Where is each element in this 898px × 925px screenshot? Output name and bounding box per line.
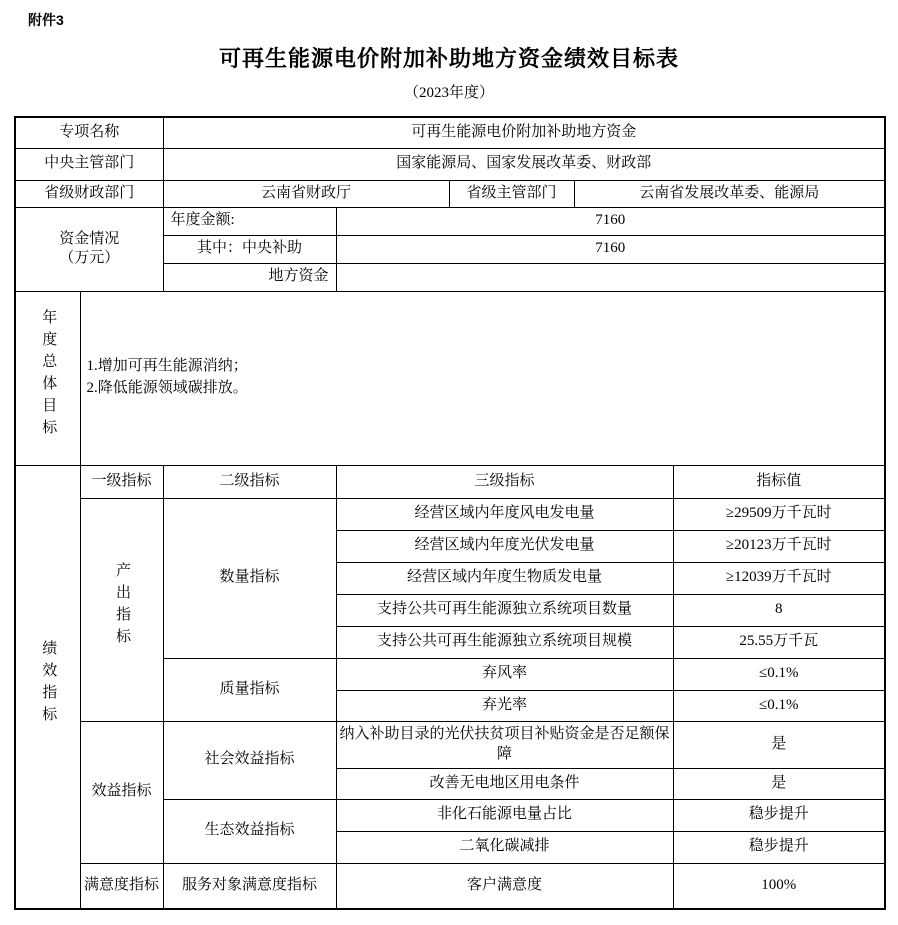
project-name-label: 专项名称 — [15, 117, 163, 148]
indicator-name: 改善无电地区用电条件 — [336, 768, 673, 799]
funding-label-line1: 资金情况 — [59, 230, 120, 247]
indicator-name: 弃光率 — [336, 690, 673, 721]
indicator-value: 是 — [673, 768, 885, 799]
provincial-finance-value: 云南省财政厅 — [163, 180, 449, 207]
group-satisfaction-indicator: 满意度指标 — [80, 863, 163, 909]
table-row — [15, 180, 885, 207]
indicator-name: 非化石能源电量占比 — [336, 799, 673, 831]
indicator-value: ≤0.1% — [673, 658, 885, 690]
indicator-value: ≥12039万千瓦时 — [673, 562, 885, 594]
annual-amount-value: 7160 — [336, 207, 885, 235]
page-subtitle: （2023年度） — [403, 85, 494, 101]
header-level1: 一级指标 — [80, 465, 163, 498]
group-output-text: 产出指标 — [114, 562, 130, 651]
performance-indicator-side-label — [15, 465, 80, 909]
page-title: 可再生能源电价附加补助地方资金绩效目标表 — [218, 46, 679, 71]
indicator-name: 弃风率 — [336, 658, 673, 690]
attachment-label: 附件3 — [28, 12, 64, 28]
central-subsidy-label: 其中：中央补助 — [163, 235, 336, 263]
central-subsidy-value: 7160 — [336, 235, 885, 263]
indicator-name: 经营区域内年度风电发电量 — [336, 498, 673, 530]
header-value: 指标值 — [673, 465, 885, 498]
group-benefit-indicator: 效益指标 — [80, 721, 163, 863]
indicator-value: 稳步提升 — [673, 799, 885, 831]
sub-eco-indicator: 生态效益指标 — [163, 799, 336, 863]
indicator-value: ≥20123万千瓦时 — [673, 530, 885, 562]
table-row — [15, 465, 885, 498]
provincial-finance-label: 省级财政部门 — [15, 180, 163, 207]
table-row — [15, 721, 885, 768]
indicator-name: 支持公共可再生能源独立系统项目数量 — [336, 594, 673, 626]
indicator-name: 支持公共可再生能源独立系统项目规模 — [336, 626, 673, 658]
indicator-value: 25.55万千瓦 — [673, 626, 885, 658]
funding-label-line2: （万元） — [59, 250, 120, 266]
indicator-name: 纳入补助目录的光伏扶贫项目补贴资金是否足额保障 — [336, 721, 673, 768]
sub-social-indicator: 社会效益指标 — [163, 721, 336, 799]
header-level3: 三级指标 — [336, 465, 673, 498]
provincial-dept-label: 省级主管部门 — [449, 180, 574, 207]
project-name-value: 可再生能源电价附加补助地方资金 — [163, 117, 885, 148]
funding-section-label — [15, 207, 163, 291]
sub-service-indicator: 服务对象满意度指标 — [163, 863, 336, 909]
sub-quality-indicator: 质量指标 — [163, 658, 336, 721]
annual-goal-line2: 2.降低能源领域碳排放。 — [86, 380, 248, 396]
performance-target-table — [14, 116, 886, 910]
indicator-value: ≤0.1% — [673, 690, 885, 721]
header-level2: 二级指标 — [163, 465, 336, 498]
group-output-indicator — [80, 498, 163, 721]
provincial-dept-value: 云南省发展改革委、能源局 — [574, 180, 885, 207]
indicator-value: 100% — [673, 863, 885, 909]
performance-indicator-side-text: 绩效指标 — [40, 639, 57, 728]
table-row — [15, 148, 885, 180]
indicator-name: 经营区域内年度光伏发电量 — [336, 530, 673, 562]
indicator-name: 经营区域内年度生物质发电量 — [336, 562, 673, 594]
table-row — [15, 117, 885, 148]
indicator-value: 稳步提升 — [673, 831, 885, 863]
table-row — [15, 291, 885, 465]
indicator-value: ≥29509万千瓦时 — [673, 498, 885, 530]
central-dept-label: 中央主管部门 — [15, 148, 163, 180]
sub-quantity-indicator: 数量指标 — [163, 498, 336, 658]
annual-goal-label-text: 年度总体目标 — [40, 308, 57, 441]
central-dept-value: 国家能源局、国家发展改革委、财政部 — [163, 148, 885, 180]
table-row — [15, 863, 885, 909]
indicator-name: 二氧化碳减排 — [336, 831, 673, 863]
table-row — [15, 498, 885, 530]
indicator-name: 客户满意度 — [336, 863, 673, 909]
indicator-value: 8 — [673, 594, 885, 626]
annual-goal-line1: 1.增加可再生能源消纳； — [86, 358, 248, 375]
local-funds-label: 地方资金 — [163, 263, 336, 291]
local-funds-value — [336, 263, 885, 291]
annual-goal-content — [80, 291, 885, 465]
indicator-value: 是 — [673, 721, 885, 768]
table-row — [15, 207, 885, 235]
annual-amount-label: 年度金额: — [163, 207, 336, 235]
annual-goal-label — [15, 291, 80, 465]
